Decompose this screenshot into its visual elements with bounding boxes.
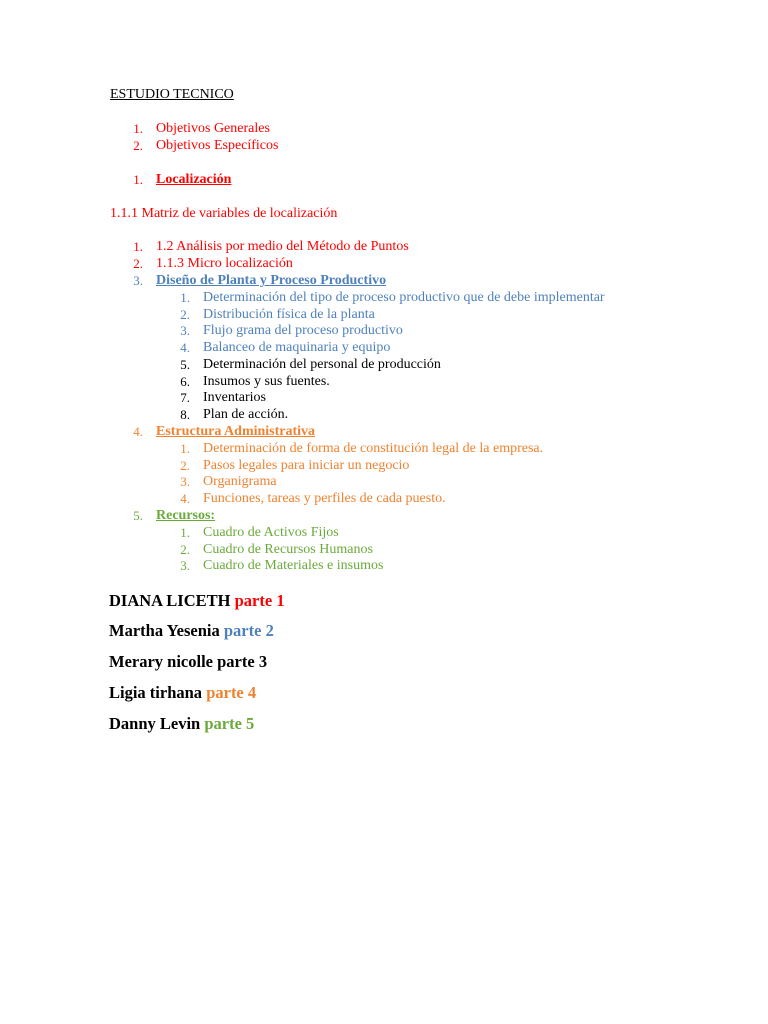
list-number: 3. bbox=[133, 273, 143, 288]
assignment-part: parte 3 bbox=[217, 652, 268, 671]
list-item: Pasos legales para iniciar un negocio bbox=[203, 458, 410, 473]
section-heading-recursos: Recursos: bbox=[156, 508, 216, 523]
list-item: Balanceo de maquinaria y equipo bbox=[203, 340, 391, 355]
list-item: Insumos y sus fuentes. bbox=[203, 374, 330, 389]
list-number: 5. bbox=[180, 357, 190, 372]
assignment-line bbox=[109, 714, 254, 734]
list-number: 2. bbox=[180, 542, 190, 557]
list-item: Determinación del personal de producción bbox=[203, 357, 441, 372]
list-number: 1. bbox=[180, 525, 190, 540]
assignment-part: parte 2 bbox=[223, 621, 274, 640]
assignee-name: Ligia tirhana bbox=[109, 683, 203, 702]
list-item: Inventarios bbox=[203, 390, 266, 405]
list-item: 1.1.3 Micro localización bbox=[156, 256, 293, 271]
list-item: Objetivos Generales bbox=[156, 121, 270, 136]
assignee-name: Merary nicolle bbox=[109, 652, 213, 671]
assignment-line bbox=[109, 683, 256, 703]
list-item: Objetivos Específicos bbox=[156, 138, 279, 153]
document-title: ESTUDIO TECNICO bbox=[110, 87, 234, 102]
assignment-part: parte 1 bbox=[234, 591, 285, 610]
list-item: 1.2 Análisis por medio del Método de Puntos bbox=[156, 239, 409, 254]
section-heading-localizacion: Localización bbox=[156, 172, 232, 187]
assignment-line bbox=[109, 652, 267, 672]
list-number: 1. bbox=[133, 172, 143, 187]
list-item: Cuadro de Activos Fijos bbox=[203, 525, 339, 540]
list-item: Distribución física de la planta bbox=[203, 307, 375, 322]
assignment-part: parte 5 bbox=[204, 714, 255, 733]
subsection-matriz: 1.1.1 Matriz de variables de localización bbox=[110, 206, 338, 221]
list-item: Determinación del tipo de proceso productivo que de debe implementar bbox=[203, 290, 605, 305]
list-number: 2. bbox=[180, 458, 190, 473]
assignment-part: parte 4 bbox=[206, 683, 257, 702]
list-number: 2. bbox=[180, 307, 190, 322]
section-heading-diseno: Diseño de Planta y Proceso Productivo bbox=[156, 273, 387, 288]
list-number: 6. bbox=[180, 374, 190, 389]
list-item: Flujo grama del proceso productivo bbox=[203, 323, 403, 338]
list-item: Cuadro de Recursos Humanos bbox=[203, 542, 373, 557]
assignee-name: Danny Levin bbox=[109, 714, 201, 733]
list-item: Determinación de forma de constitución legal de la empresa. bbox=[203, 441, 544, 456]
list-number: 1. bbox=[180, 290, 190, 305]
list-number: 7. bbox=[180, 390, 190, 405]
list-number: 1. bbox=[133, 121, 143, 136]
list-number: 3. bbox=[180, 323, 190, 338]
list-number: 5. bbox=[133, 508, 143, 523]
assignment-line bbox=[109, 621, 274, 641]
list-item: Organigrama bbox=[203, 474, 277, 489]
list-number: 4. bbox=[180, 491, 190, 506]
list-number: 3. bbox=[180, 558, 190, 573]
assignee-name: DIANA LICETH bbox=[109, 591, 231, 610]
list-item: Plan de acción. bbox=[203, 407, 289, 422]
assignee-name: Martha Yesenia bbox=[109, 621, 220, 640]
list-number: 8. bbox=[180, 407, 190, 422]
list-number: 2. bbox=[133, 256, 143, 271]
list-item: Cuadro de Materiales e insumos bbox=[203, 558, 384, 573]
list-item: Funciones, tareas y perfiles de cada puesto. bbox=[203, 491, 446, 506]
list-number: 3. bbox=[180, 474, 190, 489]
list-number: 1. bbox=[180, 441, 190, 456]
list-number: 4. bbox=[180, 340, 190, 355]
list-number: 4. bbox=[133, 424, 143, 439]
list-number: 2. bbox=[133, 138, 143, 153]
list-number: 1. bbox=[133, 239, 143, 254]
assignment-line bbox=[109, 591, 285, 611]
section-heading-estructura: Estructura Administrativa bbox=[156, 424, 316, 439]
